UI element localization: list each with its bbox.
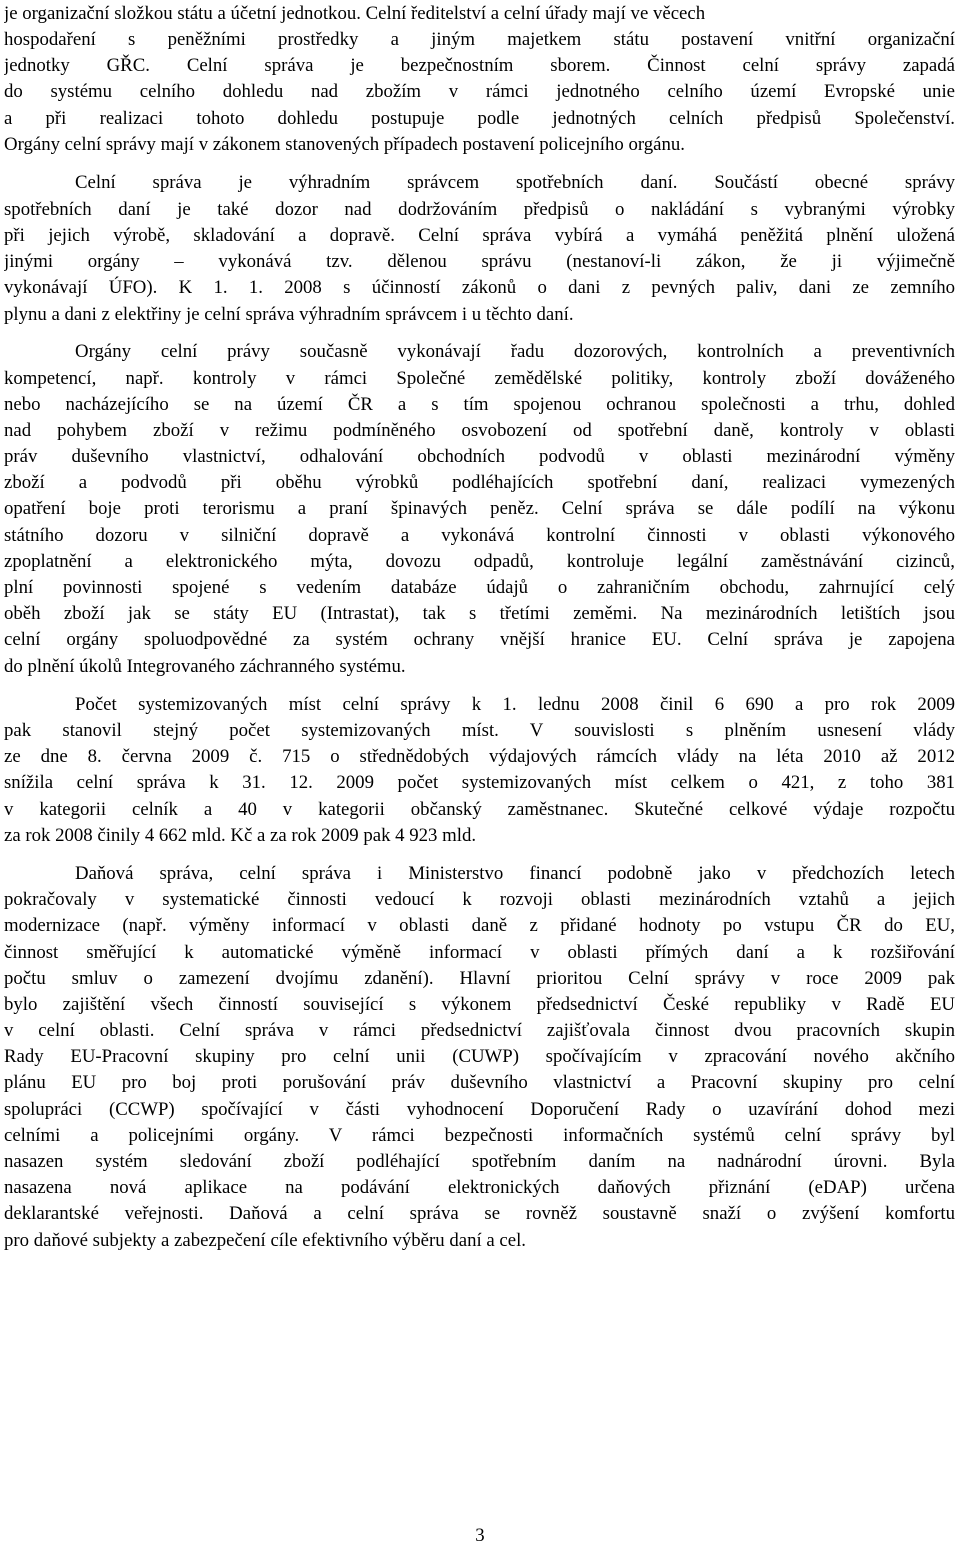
text-line: je organizační složkou státu a účetní jednotkou. Celní ředitelství a celní úřady mají ve věcech	[4, 3, 706, 24]
text-line: v celní oblasti. Celní správa v rámci předsednictví zajišťovala činnost dvou pracovních skupin	[4, 1020, 955, 1041]
text-line: nebo nacházejícího se na území ČR a s tím spojenou ochranou společnosti a trhu, dohled	[4, 394, 955, 415]
text-line: zpoplatnění a elektronického mýta, dovozu odpadů, kontroluje legální zaměstnávání cizinců,	[4, 551, 955, 572]
text-line: modernizace (např. výměny informací v oblasti daně z přidané hodnoty po vstupu ČR do EU,	[4, 915, 955, 936]
text-line: Orgány celní správy mají v zákonem stanovených případech postavení policejního orgánu.	[4, 134, 685, 155]
text-line: bylo zajištění všech činností související s výkonem předsednictví České republiky v Radě EU	[4, 994, 955, 1015]
text-line: vykonávají ÚFO). K 1. 1. 2008 s účinností zákonů o dani z pevných paliv, dani ze zemního	[4, 277, 955, 298]
text-line: nad pohybem zboží v režimu podmíněného osvobození od spotřební daně, kontroly v oblasti	[4, 420, 955, 441]
text-line: hospodaření s peněžními prostředky a jiným majetkem státu postavení vnitřní organizační	[4, 29, 955, 50]
text-line: spolupráci (CCWP) spočívající v části vyhodnocení Doporučení Rady o uzavírání dohod mezi	[4, 1099, 955, 1120]
text-line: celní orgány spoluodpovědné za systém ochrany vnější hranice EU. Celní správa je zapojena	[4, 629, 955, 650]
text-line: Celní správa je výhradním správcem spotřebních daní. Součástí obecné správy	[75, 172, 955, 193]
text-line: činnost směřující k automatické výměně informací v oblasti přímých daní a k rozšiřování	[4, 942, 955, 963]
page-number: 3	[475, 1525, 485, 1546]
text-line: plní povinnosti spojené s vedením databáze údajů o zahraničním obchodu, zahrnující celý	[4, 577, 955, 598]
text-line: celními a policejními orgány. V rámci bezpečnosti informačních systémů celní správy byl	[4, 1125, 955, 1146]
text-line: plánu EU pro boj proti porušování práv duševního vlastnictví a Pracovní skupiny pro celní	[4, 1072, 955, 1093]
text-line: pak stanovil stejný počet systemizovaných míst. V souvislosti s plněním usnesení vlády	[4, 720, 955, 741]
text-line: opatření boje proti terorismu a praní špinavých peněz. Celní správa se dále podílí na výkonu	[4, 498, 955, 519]
text-line: deklarantské veřejnosti. Daňová a celní správa se rovněž soustavně snaží o zvýšení komfortu	[4, 1203, 955, 1224]
text-line: počtu smluv o zamezení dvojímu zdanění). Hlavní prioritou Celní správy v roce 2009 pak	[4, 968, 955, 989]
text-line: nasazen systém sledování zboží podléhající spotřebním daním na nadnárodní úrovni. Byla	[4, 1151, 955, 1172]
text-line: Daňová správa, celní správa i Ministerstvo financí podobně jako v předchozích letech	[75, 863, 955, 884]
text-line: a při realizaci tohoto dohledu postupuje podle jednotných celních předpisů Společenství.	[4, 108, 955, 129]
text-line: spotřebních daní je také dozor nad dodržováním předpisů o nakládání s vybranými výrobky	[4, 199, 955, 220]
text-line: pro daňové subjekty a zabezpečení cíle efektivního výběru daní a cel.	[4, 1230, 526, 1251]
text-line: zboží a podvodů při oběhu výrobků podléhajících spotřební daní, realizaci vymezených	[4, 472, 955, 493]
text-line: pokračovaly v systematické činnosti vedoucí k rozvoji oblasti mezinárodních vztahů a jejich	[4, 889, 955, 910]
text-line: do systému celního dohledu nad zbožím v rámci jednotného celního území Evropské unie	[4, 81, 955, 102]
text-line: za rok 2008 činily 4 662 mld. Kč a za rok 2009 pak 4 923 mld.	[4, 825, 477, 846]
text-line: Rady EU-Pracovní skupiny pro celní unii (CUWP) spočívajícím v zpracování nového akčního	[4, 1046, 955, 1067]
text-line: při jejich výrobě, skladování a dopravě. Celní správa vybírá a vymáhá peněžitá plnění uložená	[4, 225, 955, 246]
text-line: jinými orgány – vykonává tzv. dělenou správu (nestanoví-li zákon, že ji výjimečně	[4, 251, 955, 272]
text-line: státního dozoru v silniční dopravě a vykonává kontrolní činnosti v oblasti výkonového	[4, 525, 955, 546]
text-line: Orgány celní právy současně vykonávají řadu dozorových, kontrolních a preventivních	[75, 341, 955, 362]
text-line: Počet systemizovaných míst celní správy k 1. lednu 2008 činil 6 690 a pro rok 2009	[75, 694, 955, 715]
text-line: nasazena nová aplikace na podávání elektronických daňových přiznání (eDAP) určena	[4, 1177, 955, 1198]
text-line: ze dne 8. června 2009 č. 715 o střednědobých výdajových rámcích vlády na léta 2010 až 2012	[4, 746, 955, 767]
text-line: kompetencí, např. kontroly v rámci Společné zemědělské politiky, kontroly zboží dováženého	[4, 368, 955, 389]
text-line: jednotky GŘC. Celní správa je bezpečnostním sborem. Činnost celní správy zapadá	[4, 55, 955, 76]
text-line: práv duševního vlastnictví, odhalování obchodních podvodů v oblasti mezinárodní výměny	[4, 446, 955, 467]
text-line: plynu a dani z elektřiny je celní správa výhradním správcem i u těchto daní.	[4, 304, 574, 325]
text-line: oběh zboží jak se státy EU (Intrastat), tak s třetími zeměmi. Na mezinárodních letištích jsou	[4, 603, 955, 624]
text-line: do plnění úkolů Integrovaného záchranného systému.	[4, 656, 406, 677]
text-line: v kategorii celník a 40 v kategorii občanský zaměstnanec. Skutečné celkové výdaje rozpočtu	[4, 799, 955, 820]
text-line: snížila celní správa k 31. 12. 2009 počet systemizovaných míst celkem o 421, z toho 381	[4, 772, 955, 793]
